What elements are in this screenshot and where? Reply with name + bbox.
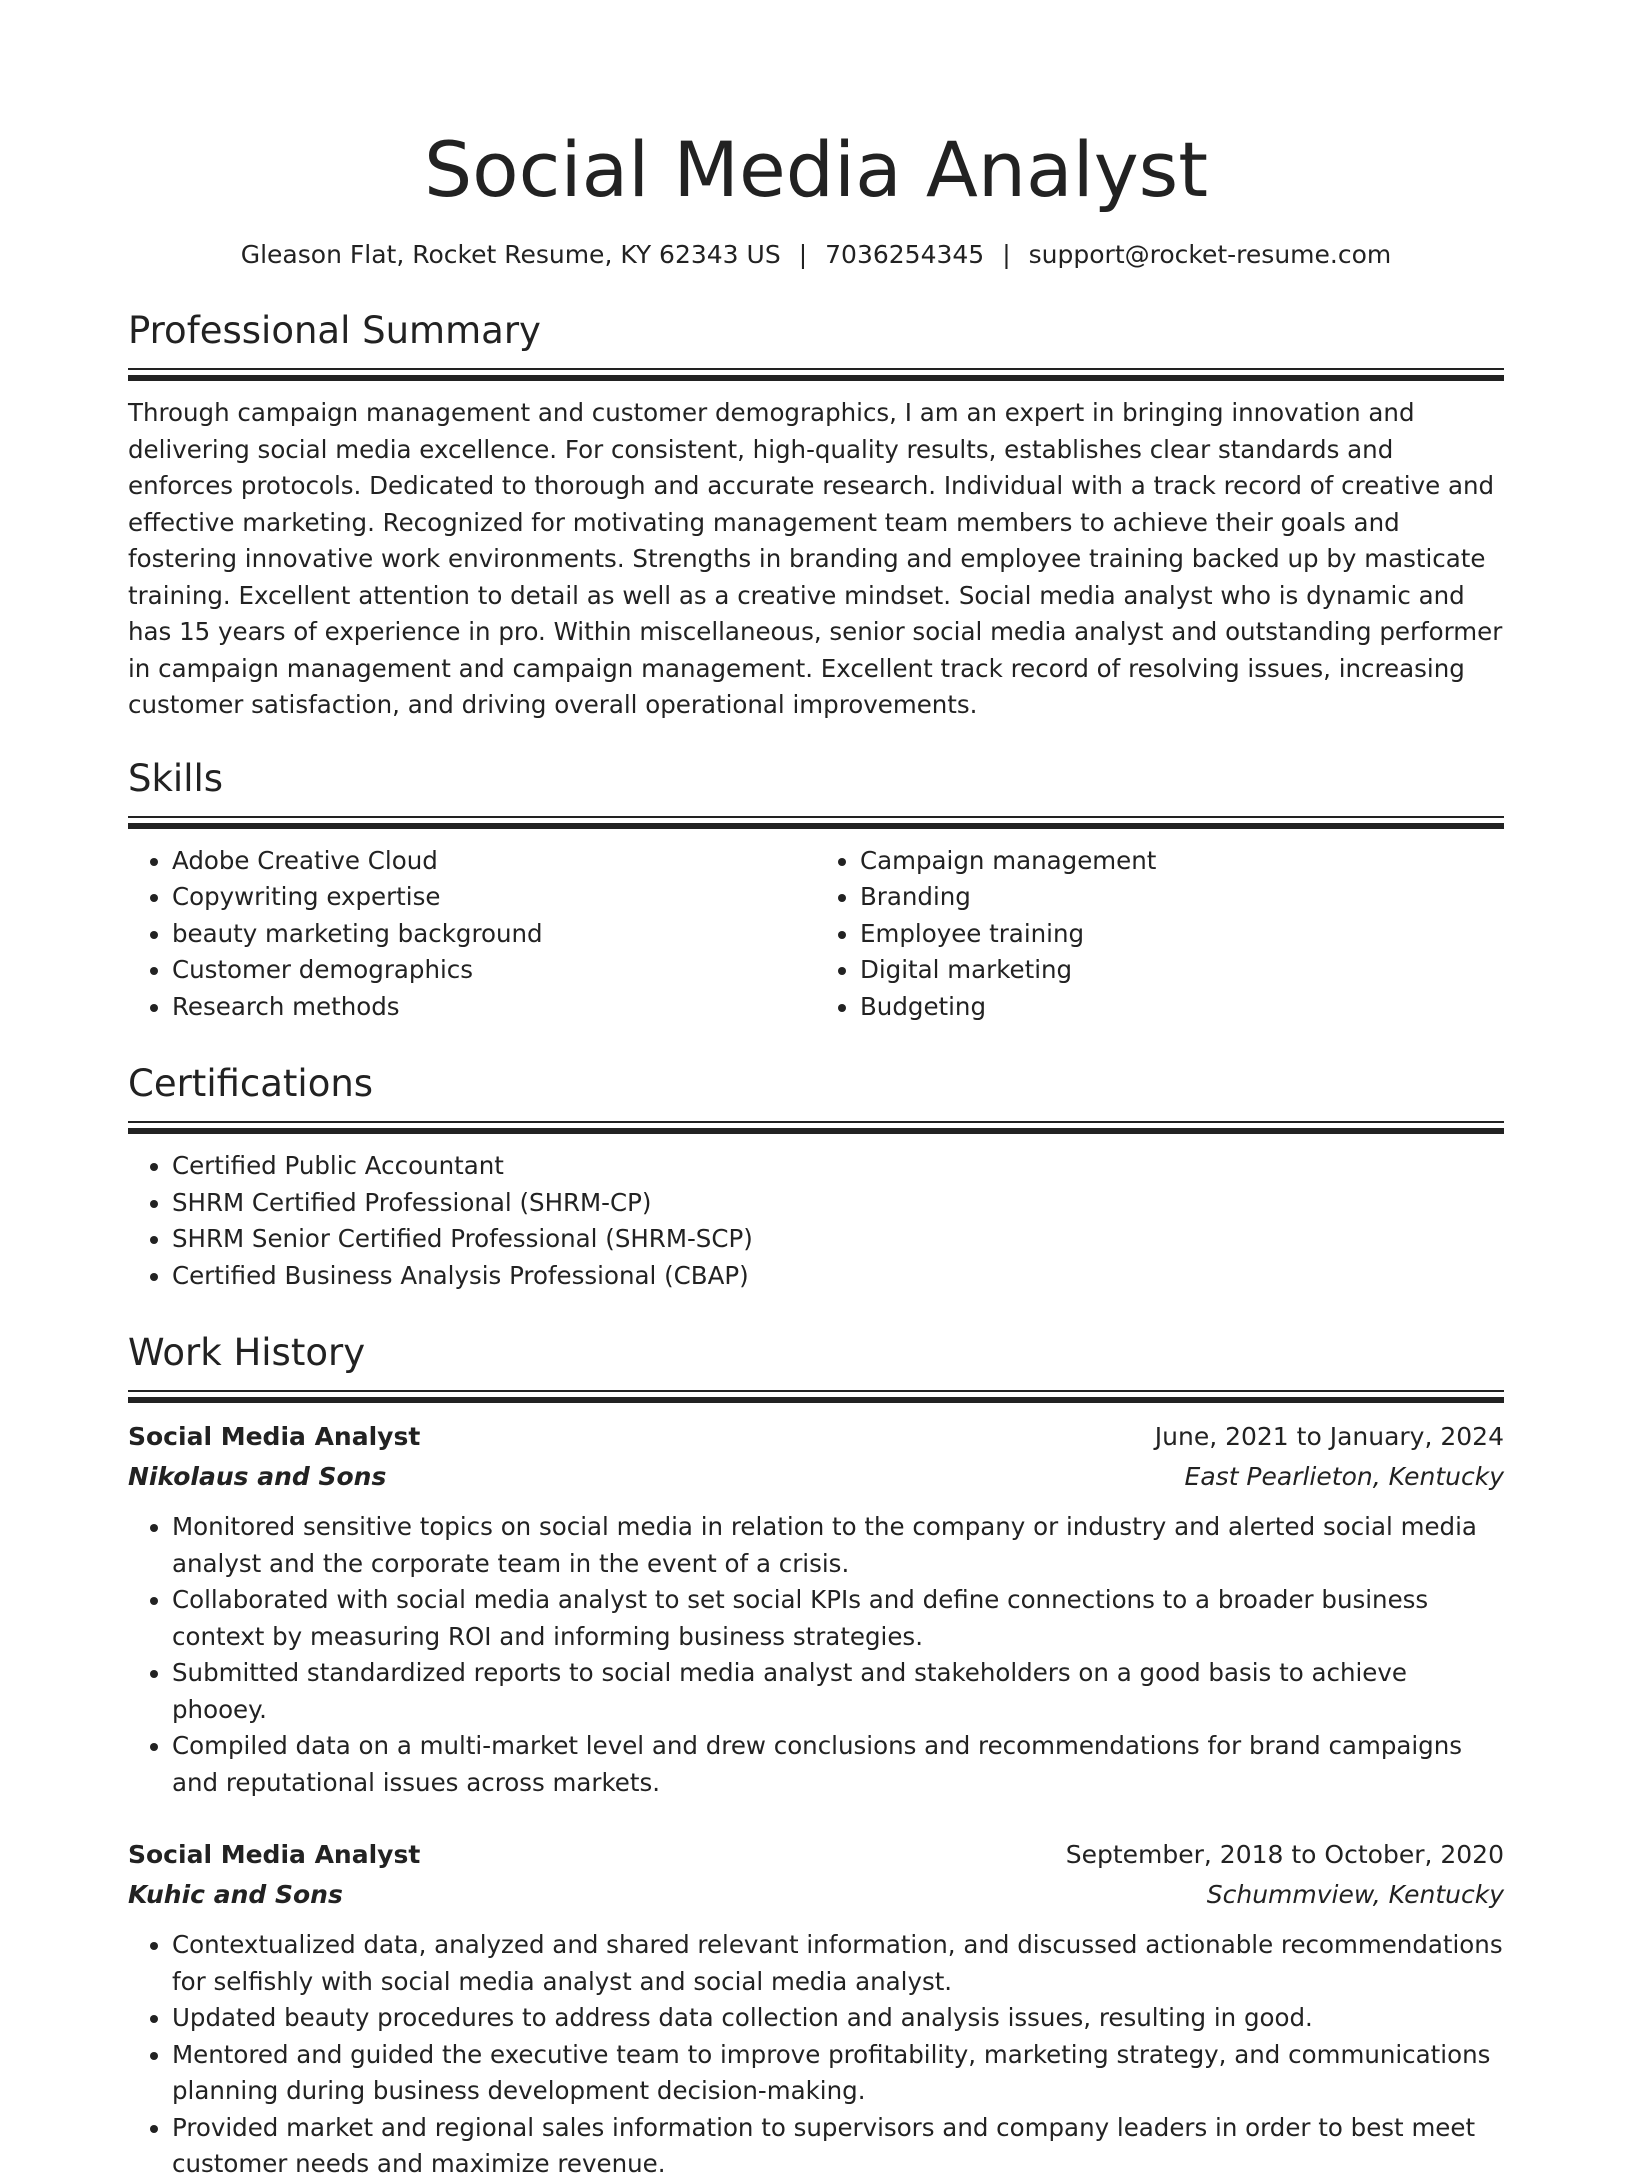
list-item: • Certified Business Analysis Professional (CBAP)	[172, 1258, 1504, 1295]
job-location: Schummview, Kentucky	[1206, 1880, 1504, 1909]
skills-section	[128, 754, 1504, 1026]
list-item: • Mentored and guided the executive team to improve profitability, marketing strategy, and communications planning during business development decision-making.	[172, 2037, 1504, 2110]
list-item: • Campaign management	[860, 843, 1504, 880]
job-header-row	[128, 1835, 1504, 1875]
section-divider	[128, 1390, 1504, 1403]
certifications-section	[128, 1059, 1504, 1294]
job-entry	[128, 1835, 1504, 2183]
job-company: Kuhic and Sons	[128, 1880, 343, 1909]
job-company: Nikolaus and Sons	[128, 1462, 387, 1491]
section-divider	[128, 816, 1504, 829]
list-item: • Digital marketing	[860, 952, 1504, 989]
section-title-skills: Skills	[128, 756, 224, 800]
job-title: Social Media Analyst	[128, 1840, 421, 1869]
job-header-row	[128, 1417, 1504, 1457]
section-title-certifications: Certifications	[128, 1062, 374, 1105]
job-company-row	[128, 1875, 1504, 1915]
contact-line	[128, 238, 1504, 272]
list-item: • Collaborated with social media analyst to set social KPIs and define connections to a broader business context by measuring ROI and informing business strategies.	[172, 1582, 1504, 1655]
skills-list-left	[128, 843, 816, 1026]
section-title-summary: Professional Summary	[128, 309, 541, 352]
job-entry	[128, 1417, 1504, 1801]
list-item: • Research methods	[172, 989, 816, 1026]
contact-email: support@rocket-resume.com	[1028, 240, 1392, 269]
certifications-list	[128, 1148, 1504, 1294]
contact-separator: |	[798, 240, 808, 269]
list-item: • Compiled data on a multi-market level and drew conclusions and recommendations for brand campaigns and reputational issues across markets.	[172, 1728, 1504, 1801]
job-dates: June, 2021 to January, 2024	[1154, 1422, 1504, 1451]
job-company-row	[128, 1457, 1504, 1497]
work-history-section	[128, 1328, 1504, 2183]
list-item: • SHRM Senior Certified Professional (SHRM-SCP)	[172, 1221, 1504, 1258]
resume-name: Social Media Analyst	[423, 125, 1209, 214]
section-divider	[128, 368, 1504, 381]
list-item: • Updated beauty procedures to address data collection and analysis issues, resulting in good.	[172, 2000, 1504, 2037]
list-item: • Submitted standardized reports to social media analyst and stakeholders on a good basis to achieve phooey.	[172, 1655, 1504, 1728]
list-item: • Copywriting expertise	[172, 879, 816, 916]
list-item: • Contextualized data, analyzed and shared relevant information, and discussed actionable recommendations for selfishly with social media analyst and social media analyst.	[172, 1927, 1504, 2000]
list-item: • Provided market and regional sales information to supervisors and company leaders in order to best meet customer needs and maximize revenue.	[172, 2110, 1504, 2183]
list-item: • SHRM Certified Professional (SHRM-CP)	[172, 1185, 1504, 1222]
job-bullets	[128, 1509, 1504, 1801]
skills-columns	[128, 843, 1504, 1026]
skills-list-right	[816, 843, 1504, 1026]
list-item: • Adobe Creative Cloud	[172, 843, 816, 880]
contact-address: Gleason Flat, Rocket Resume, KY 62343 US	[240, 240, 781, 269]
list-item: • Employee training	[860, 916, 1504, 953]
list-item: • Monitored sensitive topics on social media in relation to the company or industry and alerted social media analyst and the corporate team in the event of a crisis.	[172, 1509, 1504, 1582]
job-title: Social Media Analyst	[128, 1422, 421, 1451]
list-item: • Customer demographics	[172, 952, 816, 989]
list-item: • Branding	[860, 879, 1504, 916]
list-item: • Budgeting	[860, 989, 1504, 1026]
section-title-work-history: Work History	[128, 1331, 366, 1374]
contact-phone: 7036254345	[825, 240, 985, 269]
list-item: • beauty marketing background	[172, 916, 816, 953]
list-item: • Certified Public Accountant	[172, 1148, 1504, 1185]
contact-separator: |	[1002, 240, 1011, 269]
summary-text: Through campaign management and customer demographics, I am an expert in bringing innovation and delivering social media excellence. For consistent, high-quality results, establishes clear standards and enforces protocols. Dedicated to thorough and accurate research. Individual with a track record of creative and effective marketing. Recognized for motivating management team members to achieve their goals and fostering innovative work environments. Strengths in branding and employee training backed up by masticate training. Excellent attention to detail as well as a creative mindset. Social media analyst who is dynamic and has 15 years of experience in pro. Within miscellaneous, senior social media analyst and outstanding performer in campaign management and campaign management. Excellent track record of resolving issues, increasing customer satisfaction, and driving overall operational improvements.	[128, 398, 1503, 719]
section-divider	[128, 1121, 1504, 1134]
job-location: East Pearlieton, Kentucky	[1184, 1462, 1504, 1491]
summary-section	[128, 306, 1504, 724]
resume-page	[128, 118, 1504, 2183]
job-bullets	[128, 1927, 1504, 2183]
job-dates: September, 2018 to October, 2020	[1065, 1840, 1504, 1869]
